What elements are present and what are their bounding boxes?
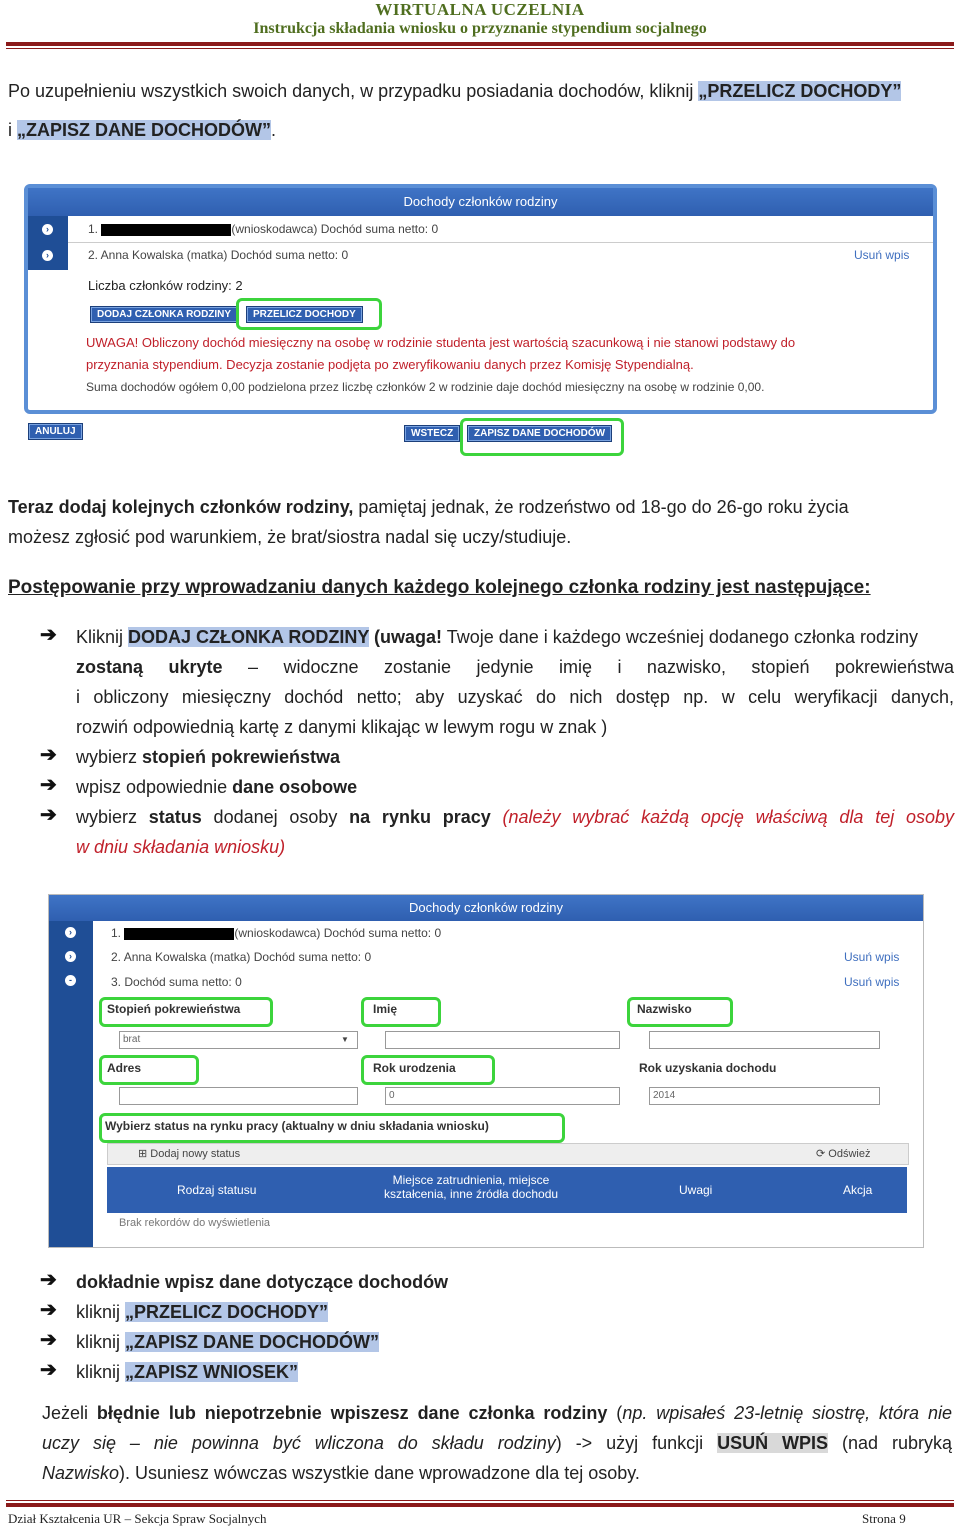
row-number: 1. [88, 222, 99, 236]
final-text: Jeżeli [42, 1403, 97, 1423]
relation-select[interactable]: brat [119, 1031, 358, 1049]
income-year-label: Rok uzyskania dochodu [639, 1061, 777, 1075]
intro-highlight-save: „ZAPISZ DANE DOCHODÓW” [17, 120, 272, 140]
step-text: kliknij [76, 1362, 126, 1382]
intro-prefix: i [8, 120, 12, 140]
expand-icon[interactable]: › [42, 224, 53, 235]
row-text: (wnioskodawca) Dochód suma netto: 0 [231, 222, 439, 236]
step-text: rozwiń odpowiednią kartę z danymi klikając w lewym rogu w znak ) [76, 717, 608, 737]
birth-year-input[interactable]: 0 [385, 1087, 620, 1105]
arrow-icon: ➔ [40, 744, 57, 766]
intro-highlight-calc: „PRZELICZ DOCHODY” [698, 81, 902, 101]
plus-icon: ⊞ [138, 1148, 148, 1160]
col-workplace [371, 1173, 571, 1201]
para-bold: Teraz dodaj kolejnych członków rodziny, [8, 497, 354, 517]
add-member-button[interactable]: DODAJ CZŁONKA RODZINY [90, 306, 238, 323]
step-add-member [76, 622, 954, 742]
divider [68, 242, 933, 243]
count-label: Liczba członków rodziny: [88, 278, 232, 293]
step-highlight: „ZAPISZ DANE DOCHODÓW” [125, 1332, 380, 1352]
step-income: dokładnie wpisz dane dotyczące dochodów [76, 1272, 449, 1292]
step-bold: status [148, 807, 202, 827]
relation-label: Stopień pokrewieństwa [107, 1002, 241, 1016]
panel-title: Dochody członków rodziny [49, 895, 923, 921]
member-row-1 [111, 926, 441, 940]
step-text: wpisz odpowiednie [76, 777, 233, 797]
step-save-application [76, 1357, 298, 1387]
refresh-icon: ⟳ [816, 1148, 826, 1160]
remove-entry-link[interactable]: Usuń wpis [844, 975, 900, 989]
step-highlight: DODAJ CZŁONKA RODZINY [128, 627, 370, 647]
step-text: dodanej osoby [201, 807, 350, 827]
final-highlight: USUŃ WPIS [717, 1433, 829, 1453]
row-text: Anna Kowalska (matka) Dochód suma netto: 0 [123, 950, 372, 964]
footer-rule [6, 1503, 954, 1507]
step-save-income [76, 1327, 379, 1357]
member-row-1 [88, 222, 438, 236]
expand-icon[interactable]: › [65, 927, 76, 938]
labor-status-label: Wybierz status na rynku pracy (aktualny w dniu składania wniosku) [105, 1119, 489, 1133]
row-number: 2. [111, 950, 122, 964]
final-bold: błędnie lub niepotrzebnie wpiszesz dane członka rodziny [96, 1403, 608, 1423]
paragraph-add-members [8, 492, 952, 522]
header-rule [6, 42, 954, 46]
footer-rule-thin [6, 1500, 954, 1501]
arrow-icon: ➔ [40, 1269, 57, 1291]
panel-title: Dochody członków rodziny [28, 188, 933, 216]
step-text: i obliczony miesięczny dochód netto; aby uzyskać do nich dostęp np. w celu weryfikacji danych, [76, 687, 954, 707]
arrow-icon: ➔ [40, 1329, 57, 1351]
screenshot-member-form [48, 894, 924, 1248]
back-button[interactable]: WSTECZ [404, 425, 460, 442]
address-input[interactable] [119, 1087, 358, 1105]
final-text: ( [607, 1403, 623, 1423]
step-text: Kliknij [76, 627, 129, 647]
step-highlight: „ZAPISZ WNIOSEK” [125, 1362, 299, 1382]
final-italic: Nazwisko [42, 1463, 120, 1483]
header-rule-thin [6, 48, 954, 49]
step-calc [76, 1297, 328, 1327]
page-number: Strona 9 [862, 1511, 906, 1526]
address-label: Adres [107, 1061, 142, 1075]
para-text: pamiętaj jednak, że rodzeństwo od 18-go do 26-go roku życia [353, 497, 849, 517]
intro-text: Po uzupełnieniu wszystkich swoich danych, w przypadku posiadania dochodów, kliknij [8, 81, 694, 101]
refresh-link[interactable] [816, 1147, 870, 1160]
final-text: (nad rubryką [828, 1433, 952, 1453]
col-workplace-line: Miejsce zatrudnienia, miejsce [392, 1173, 550, 1187]
remove-entry-link[interactable]: Usuń wpis [844, 950, 900, 964]
step-bold: stopień pokrewieństwa [142, 747, 341, 767]
final-italic: uczy się – nie powinna być wliczona do składu rodziny [42, 1433, 556, 1453]
arrow-icon: ➔ [40, 774, 57, 796]
intro-line1 [8, 76, 958, 106]
first-name-input[interactable] [385, 1031, 620, 1049]
arrow-icon: ➔ [40, 624, 57, 646]
step-bold: dane osobowe [232, 777, 358, 797]
step-note: (należy wybrać każdą opcję właściwą dla tej osoby [490, 807, 954, 827]
step-bold: zostaną ukryte [76, 657, 223, 677]
section-heading: Postępowanie przy wprowadzaniu danych każdego kolejnego członka rodziny jest następujące: [8, 577, 871, 598]
save-income-button[interactable]: ZAPISZ DANE DOCHODÓW [467, 425, 612, 442]
screenshot-income-panel [24, 184, 937, 414]
collapse-icon[interactable]: - [65, 975, 76, 986]
intro-line2 [8, 115, 276, 145]
remove-entry-link[interactable]: Usuń wpis [854, 248, 910, 262]
add-status-label: Dodaj nowy status [150, 1148, 241, 1160]
header-subtitle: Instrukcja składania wniosku o przyznanie stypendium socjalnego [253, 20, 707, 37]
step-text: kliknij [76, 1302, 126, 1322]
paragraph-line2: możesz zgłosić pod warunkiem, że brat/siostra nadal się uczy/studiuje. [8, 527, 572, 547]
add-status-link[interactable] [138, 1147, 240, 1160]
warning-line: UWAGA! Obliczony dochód miesięczny na osobę w rodzinie studenta jest wartością szacunkową i nie stanowi podstawy do [86, 335, 796, 350]
step-text: wybierz [76, 747, 143, 767]
last-name-input[interactable] [649, 1031, 880, 1049]
member-row-3: 3. Dochód suma netto: 0 [111, 975, 242, 989]
arrow-icon: ➔ [40, 804, 57, 826]
last-name-label: Nazwisko [637, 1002, 692, 1016]
step-relation [76, 742, 340, 772]
step-personal [76, 772, 357, 802]
header-title: WIRTUALNA UCZELNIA [375, 0, 585, 19]
step-text: – widoczne zostanie jedynie imię i nazwisko, stopień pokrewieństwa [222, 657, 954, 677]
income-summary: Suma dochodów ogółem 0,00 podzielona przez liczbę członków 2 w rodzinie daje dochód miesięczny na osobę w rodzinie 0,00. [86, 380, 765, 394]
arrow-icon: ➔ [40, 1299, 57, 1321]
step-note: w dniu składania wniosku) [76, 837, 286, 857]
member-row-2 [111, 950, 371, 964]
warning-line: przyznania stypendium. Decyzja zostanie podjęta po zweryfikowaniu danych przez Komisję Stypendialną. [86, 357, 694, 372]
redacted-name [124, 928, 234, 940]
final-text: ) -> użyj funkcji [555, 1433, 718, 1453]
step-highlight: „PRZELICZ DOCHODY” [125, 1302, 329, 1322]
calc-income-button[interactable]: PRZELICZ DOCHODY [246, 306, 363, 323]
arrow-icon: ➔ [40, 1359, 57, 1381]
step-status [76, 802, 954, 862]
step-bold: (uwaga! [369, 627, 443, 647]
intro-suffix: . [271, 120, 277, 140]
row-text: (wnioskodawca) Dochód suma netto: 0 [234, 926, 442, 940]
side-bar [49, 921, 93, 1247]
refresh-label: Odśwież [828, 1148, 871, 1160]
final-text: ). Usuniesz wówczas wszystkie dane wprowadzone dla tej osoby. [119, 1463, 640, 1483]
final-paragraph [42, 1398, 952, 1488]
birth-year-label: Rok urodzenia [373, 1061, 456, 1075]
footer-left: Dział Kształcenia UR – Sekcja Spraw Socjalnych [8, 1511, 267, 1526]
redacted-name [101, 224, 231, 236]
expand-icon[interactable]: › [42, 250, 53, 261]
count-value: 2 [235, 278, 243, 293]
col-action: Akcja [843, 1183, 873, 1197]
warning-text [86, 332, 795, 376]
chevron-down-icon[interactable]: ▼ [341, 1035, 349, 1044]
col-notes: Uwagi [679, 1183, 713, 1197]
income-year-input[interactable]: 2014 [649, 1087, 880, 1105]
step-text: kliknij [76, 1332, 126, 1352]
empty-table-message: Brak rekordów do wyświetlenia [119, 1217, 271, 1229]
col-status-type: Rodzaj statusu [177, 1183, 257, 1197]
expand-icon[interactable]: › [65, 951, 76, 962]
step-text: Twoje dane i każdego wcześniej dodanego członka rodziny [442, 627, 919, 647]
member-count [88, 278, 243, 293]
status-table-header [107, 1167, 907, 1213]
cancel-button[interactable]: ANULUJ [28, 423, 83, 440]
member-row-2: 2. Anna Kowalska (matka) Dochód suma netto: 0 [88, 248, 349, 262]
step-text: wybierz [76, 807, 149, 827]
step-bold: na rynku pracy [349, 807, 491, 827]
status-toolbar [107, 1143, 909, 1165]
first-name-label: Imię [373, 1002, 398, 1016]
col-workplace-line: kształcenia, inne źródła dochodu [383, 1187, 559, 1201]
row-number: 1. [111, 926, 122, 940]
final-italic: np. wpisałeś 23-letnię siostrę, która nie [622, 1403, 952, 1423]
